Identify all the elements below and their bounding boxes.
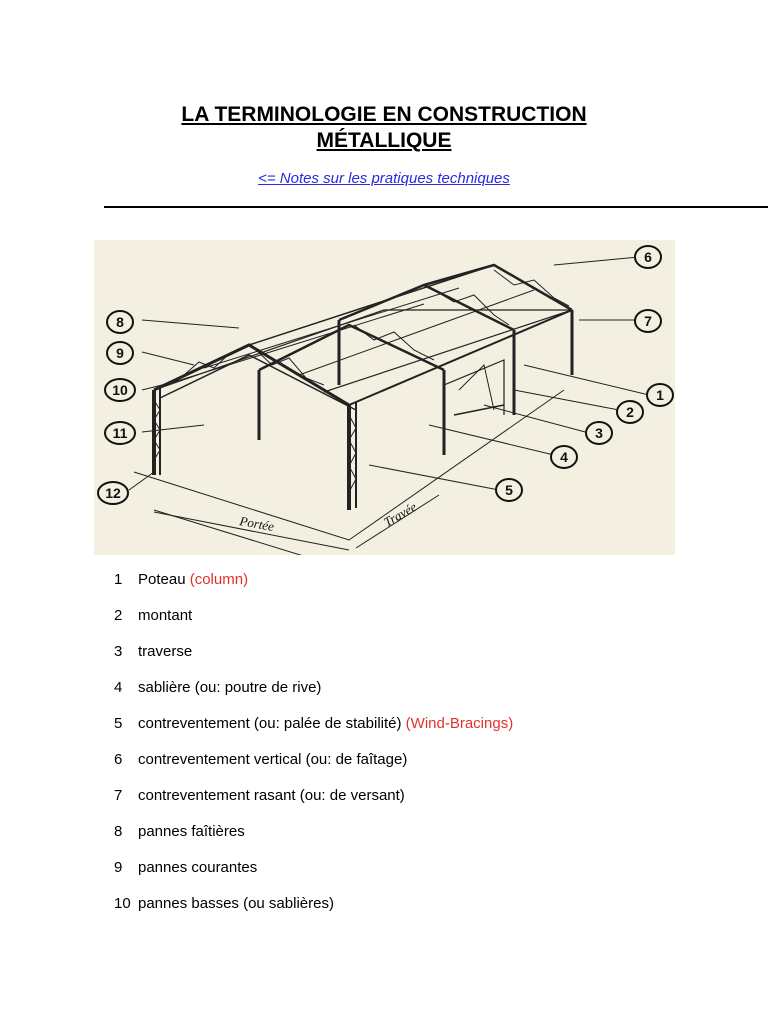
list-item — [114, 858, 513, 894]
item-number: 1 — [114, 571, 123, 588]
callout-11-label: 11 — [112, 425, 128, 441]
page-title-line-2: MÉTALLIQUE — [316, 129, 452, 152]
item-term: contreventement vertical (ou: de faîtage) — [138, 751, 408, 768]
item-term: pannes courantes — [138, 859, 258, 876]
callout-12 — [98, 482, 128, 504]
callout-10-label: 10 — [112, 382, 128, 398]
item-term: montant — [138, 607, 193, 624]
list-item — [114, 678, 513, 714]
page-title — [0, 102, 768, 154]
steel-frame-diagram — [94, 240, 675, 555]
item-term: pannes faîtières — [138, 823, 245, 840]
item-term: traverse — [138, 643, 193, 660]
item-term: Poteau — [138, 571, 186, 588]
item-number: 5 — [114, 715, 123, 732]
callout-6 — [635, 246, 661, 268]
item-term: pannes basses (ou sablières) — [138, 895, 334, 912]
item-number: 6 — [114, 751, 123, 768]
callout-11 — [105, 422, 135, 444]
callout-5 — [496, 479, 522, 501]
portee-label: Portée — [238, 513, 276, 534]
item-english-term: (Wind-Bracings) — [405, 715, 514, 732]
item-term: sablière (ou: poutre de rive) — [138, 679, 322, 696]
item-term: contreventement (ou: palée de stabilité) — [138, 715, 402, 732]
steel-frame-drawing — [94, 240, 675, 555]
list-item — [114, 714, 513, 750]
list-item — [114, 822, 513, 858]
back-link-technical-notes[interactable]: <= Notes sur les pratiques techniques — [258, 170, 510, 187]
callout-3 — [586, 422, 612, 444]
callout-1-label: 1 — [656, 387, 664, 403]
item-english-term: (column) — [189, 571, 249, 588]
list-item — [114, 642, 513, 678]
list-item — [114, 570, 513, 606]
item-number: 4 — [114, 679, 123, 696]
item-number: 2 — [114, 607, 123, 624]
callout-8-label: 8 — [116, 314, 124, 330]
item-number: 7 — [114, 787, 123, 804]
terminology-list — [114, 570, 513, 930]
callout-2-label: 2 — [626, 404, 634, 420]
callout-7-label: 7 — [644, 313, 652, 329]
item-number: 3 — [114, 643, 123, 660]
list-item — [114, 786, 513, 822]
horizontal-divider — [104, 206, 768, 208]
callout-4 — [551, 446, 577, 468]
travee-label: Travée — [381, 498, 420, 530]
callout-9 — [107, 342, 133, 364]
callout-3-label: 3 — [595, 425, 603, 441]
callout-12-label: 12 — [105, 485, 121, 501]
callout-2 — [617, 401, 643, 423]
item-term: contreventement rasant (ou: de versant) — [138, 787, 405, 804]
item-number: 8 — [114, 823, 123, 840]
callout-6-label: 6 — [644, 249, 652, 265]
callout-7 — [635, 310, 661, 332]
item-number: 9 — [114, 859, 123, 876]
list-item — [114, 750, 513, 786]
callout-9-label: 9 — [116, 345, 124, 361]
callout-1 — [647, 384, 673, 406]
list-item — [114, 894, 513, 930]
callout-4-label: 4 — [560, 449, 568, 465]
callout-5-label: 5 — [505, 482, 513, 498]
item-number: 10 — [114, 895, 131, 912]
page-title-line-1: LA TERMINOLOGIE EN CONSTRUCTION — [181, 103, 587, 126]
list-item — [114, 606, 513, 642]
callout-8 — [107, 311, 133, 333]
callout-10 — [105, 379, 135, 401]
